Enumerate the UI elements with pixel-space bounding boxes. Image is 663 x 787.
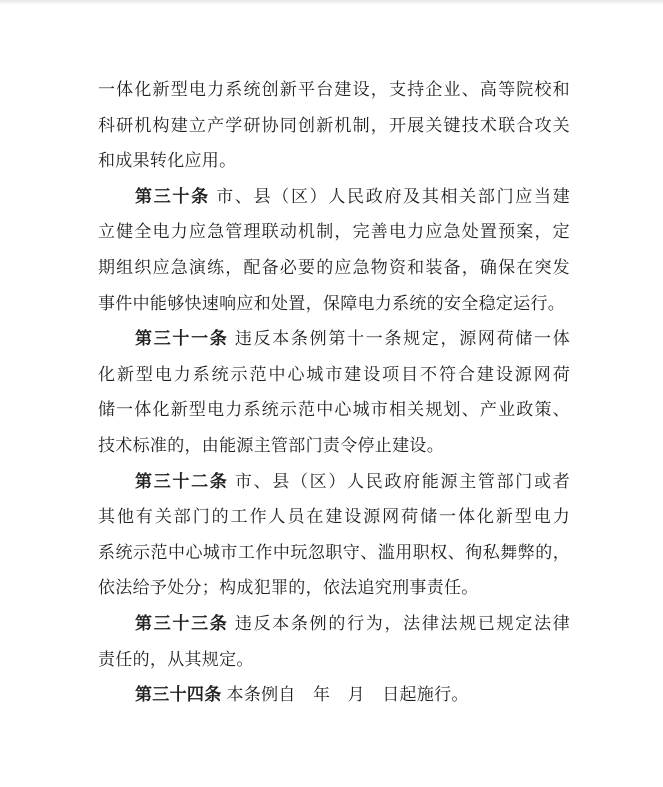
text-line: 和成果转化应用。 bbox=[98, 151, 237, 171]
text-line: 技术标准的，由能源主管部门责令停止建设。 bbox=[98, 435, 444, 455]
article-number: 第三十四条 bbox=[135, 685, 222, 705]
text-line: 其他有关部门的工作人员在建设源网荷储一体化新型电力 bbox=[98, 507, 570, 527]
text-line: 科研机构建立产学研协同创新机制，开展关键技术联合攻关 bbox=[98, 115, 570, 135]
text-line: 期组织应急演练，配备必要的应急物资和装备，确保在突发 bbox=[98, 257, 570, 277]
paragraph bbox=[98, 677, 570, 713]
document-body bbox=[98, 72, 570, 713]
article-number: 第三十条 bbox=[135, 186, 210, 206]
paragraph bbox=[98, 72, 570, 179]
article-number: 第三十二条 bbox=[135, 471, 229, 491]
text-line: 第三十三条 违反本条例的行为，法律法规已规定法律 bbox=[135, 613, 570, 633]
text-line: 第三十一条 违反本条例第十一条规定，源网荷储一体 bbox=[135, 329, 570, 349]
text-line: 责任的，从其规定。 bbox=[98, 649, 254, 669]
text-line: 第三十四条 本条例自 年 月 日起施行。 bbox=[135, 685, 469, 705]
paragraph bbox=[98, 179, 570, 321]
text-line: 系统示范中心城市工作中玩忽职守、滥用职权、徇私舞弊的， bbox=[98, 542, 570, 562]
article-number: 第三十三条 bbox=[135, 613, 229, 633]
text-line: 第三十条 市、县（区）人民政府及其相关部门应当建 bbox=[135, 186, 570, 206]
text-line: 第三十二条 市、县（区）人民政府能源主管部门或者 bbox=[135, 471, 570, 491]
paragraph bbox=[98, 606, 570, 677]
text-line: 一体化新型电力系统创新平台建设，支持企业、高等院校和 bbox=[98, 80, 570, 99]
paragraph bbox=[98, 321, 570, 463]
text-line: 化新型电力系统示范中心城市建设项目不符合建设源网荷 bbox=[98, 364, 570, 384]
text-line: 储一体化新型电力系统示范中心城市相关规划、产业政策、 bbox=[98, 400, 570, 420]
article-number: 第三十一条 bbox=[135, 329, 229, 349]
text-line: 依法给予处分；构成犯罪的，依法追究刑事责任。 bbox=[98, 578, 479, 598]
paragraph bbox=[98, 464, 570, 606]
text-line: 事件中能够快速响应和处置，保障电力系统的安全稳定运行。 bbox=[98, 293, 566, 313]
text-line: 立健全电力应急管理联动机制，完善电力应急处置预案，定 bbox=[98, 222, 570, 242]
page-top-edge bbox=[0, 0, 663, 5]
